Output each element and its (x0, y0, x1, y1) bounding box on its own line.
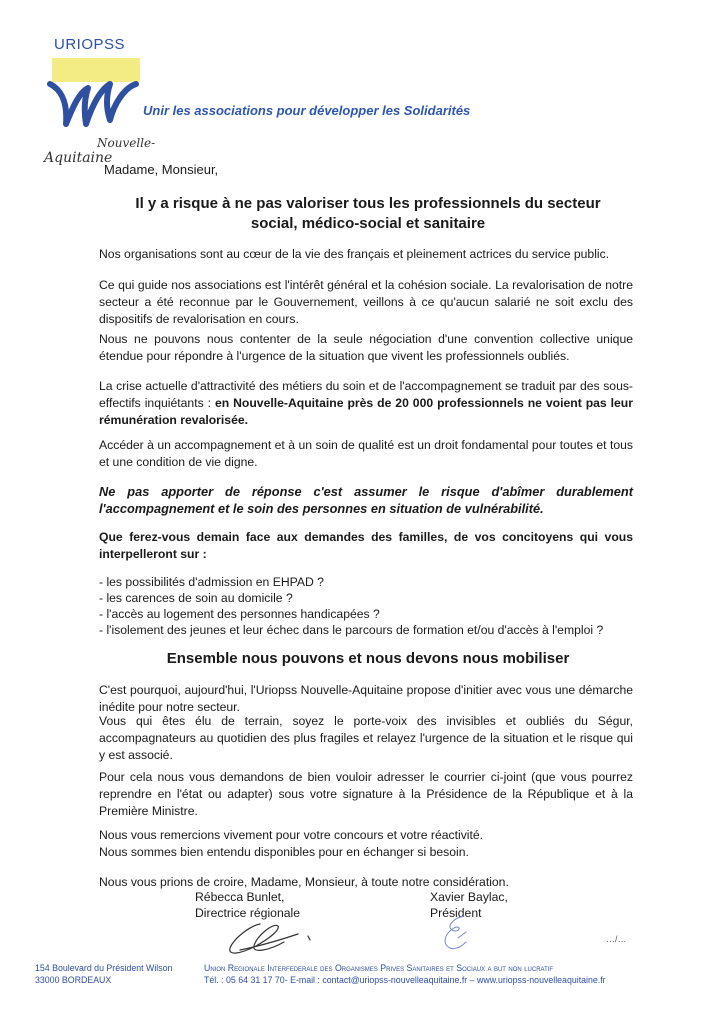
paragraph-5: Accéder à un accompagnement et à un soin de qualité est un droit fondamental pour toutes et tous et une condition de vie digne. (99, 438, 633, 469)
logo-region-line1: Nouvelle- (97, 136, 156, 150)
paragraph-9: Vous qui êtes élu de terrain, soyez le porte-voix des invisibles et oubliés du Ségur, accompagnateurs au quotidien des plus fragiles et relayez l'urgence de la situation et le risque qui y est associé. (99, 714, 633, 762)
paragraph-4-text: La crise actuelle d'attractivité des métiers du soin et de l'accompagnement se traduit par des sous-effectifs inquiétants : (99, 379, 633, 410)
signature-left-icon (220, 916, 320, 960)
paragraph-4 (99, 378, 633, 429)
salutation: Madame, Monsieur, (104, 162, 219, 177)
closing-line: Nous vous prions de croire, Madame, Monsieur, à toute notre considération. (99, 875, 509, 889)
logo-name: URIOPSS (54, 36, 126, 53)
paragraph-6-emphasis: Ne pas apporter de réponse c'est assumer le risque d'abîmer durablement l'accompagnement et le soin des personnes en situation de vulnérabilité. (99, 484, 633, 516)
paragraph-10: Pour cela nous vous demandons de bien vouloir adresser le courrier ci-joint (que vous pourrez reprendre en l'état ou adapter) sous votre signature à la Présidence de la République et à la Première Ministre. (99, 770, 633, 818)
section-subtitle: Ensemble nous pouvons et nous devons nous mobiliser (166, 650, 570, 667)
logo-wave (50, 84, 136, 124)
paragraph-11-line1: Nous vous remercions vivement pour votre concours et votre réactivité. (99, 828, 484, 842)
footer-org-name: Union Regionale Interfederale des Organismes Prives Sanitaires et Sociaux a but non lucratif (204, 963, 554, 973)
paragraph-8: C'est pourquoi, aujourd'hui, l'Uriopss Nouvelle-Aquitaine propose d'initier avec vous une démarche inédite pour notre secteur. (99, 683, 633, 714)
paragraph-7-question: Que ferez-vous demain face aux demandes des familles, de vos concitoyens qui vous interpelleront sur : (99, 530, 633, 561)
logo-yellow-band (52, 58, 140, 82)
signatory-right-role: Président (430, 906, 482, 920)
concerns-list (99, 574, 644, 638)
uriopss-logo-icon (44, 54, 144, 134)
tagline: Unir les associations pour développer les Solidarités (143, 103, 471, 118)
signatory-left-name: Rébecca Bunlet, (195, 890, 285, 904)
footer-contact: Tél. : 05 64 31 17 70- E-mail : contact@uriopss-nouvelleaquitaine.fr – www.uriopss-nouvelleaquitaine.fr (204, 975, 606, 985)
footer-address-line1: 154 Boulevard du Président Wilson (35, 963, 173, 973)
list-item: - l'isolement des jeunes et leur échec dans le parcours de formation et/ou d'accès à l'emploi ? (99, 623, 604, 637)
footer-org (204, 962, 606, 986)
paragraph-11 (99, 827, 633, 861)
paragraph-2: Ce qui guide nos associations est l'intérêt général et la cohésion sociale. La revalorisation de notre secteur a été reconnue par le Gouvernement, veillons à ce qu'aucun salarié ne soit exclu des dispositifs de revalorisation en cours. (99, 278, 633, 326)
page-continuation-mark: …/… (606, 934, 627, 944)
letter-title-line2: social, médico-social et sanitaire (250, 215, 486, 232)
footer-address (35, 962, 172, 986)
signatory-left-role: Directrice régionale (195, 906, 300, 920)
paragraph-11-line2: Nous sommes bien entendu disponibles pour en échanger si besoin. (99, 845, 469, 859)
logo-region-line2: Aquitaine (44, 150, 113, 166)
letter-title-line1: Il y a risque à ne pas valoriser tous les professionnels du secteur (135, 195, 601, 212)
signatory-right-name: Xavier Baylac, (430, 890, 508, 904)
paragraph-3: Nous ne pouvons nous contenter de la seule négociation d'une convention collective unique étendue pour répondre à l'urgence de la situation que vivent les professionnels oubliés. (99, 332, 633, 363)
paragraph-4-highlight: en Nouvelle-Aquitaine près de 20 000 professionnels ne voient pas leur rémunération revalorisée. (99, 396, 633, 427)
list-item: - les carences de soin au domicile ? (99, 591, 293, 605)
signature-right-icon (438, 912, 478, 954)
list-item: - l'accès au logement des personnes handicapées ? (99, 607, 380, 621)
footer-address-line2: 33000 BORDEAUX (35, 975, 112, 985)
list-item: - les possibilités d'admission en EHPAD ? (99, 575, 324, 589)
paragraph-1: Nos organisations sont au cœur de la vie des français et pleinement actrices du service public. (99, 247, 610, 261)
letter-title (90, 194, 646, 234)
